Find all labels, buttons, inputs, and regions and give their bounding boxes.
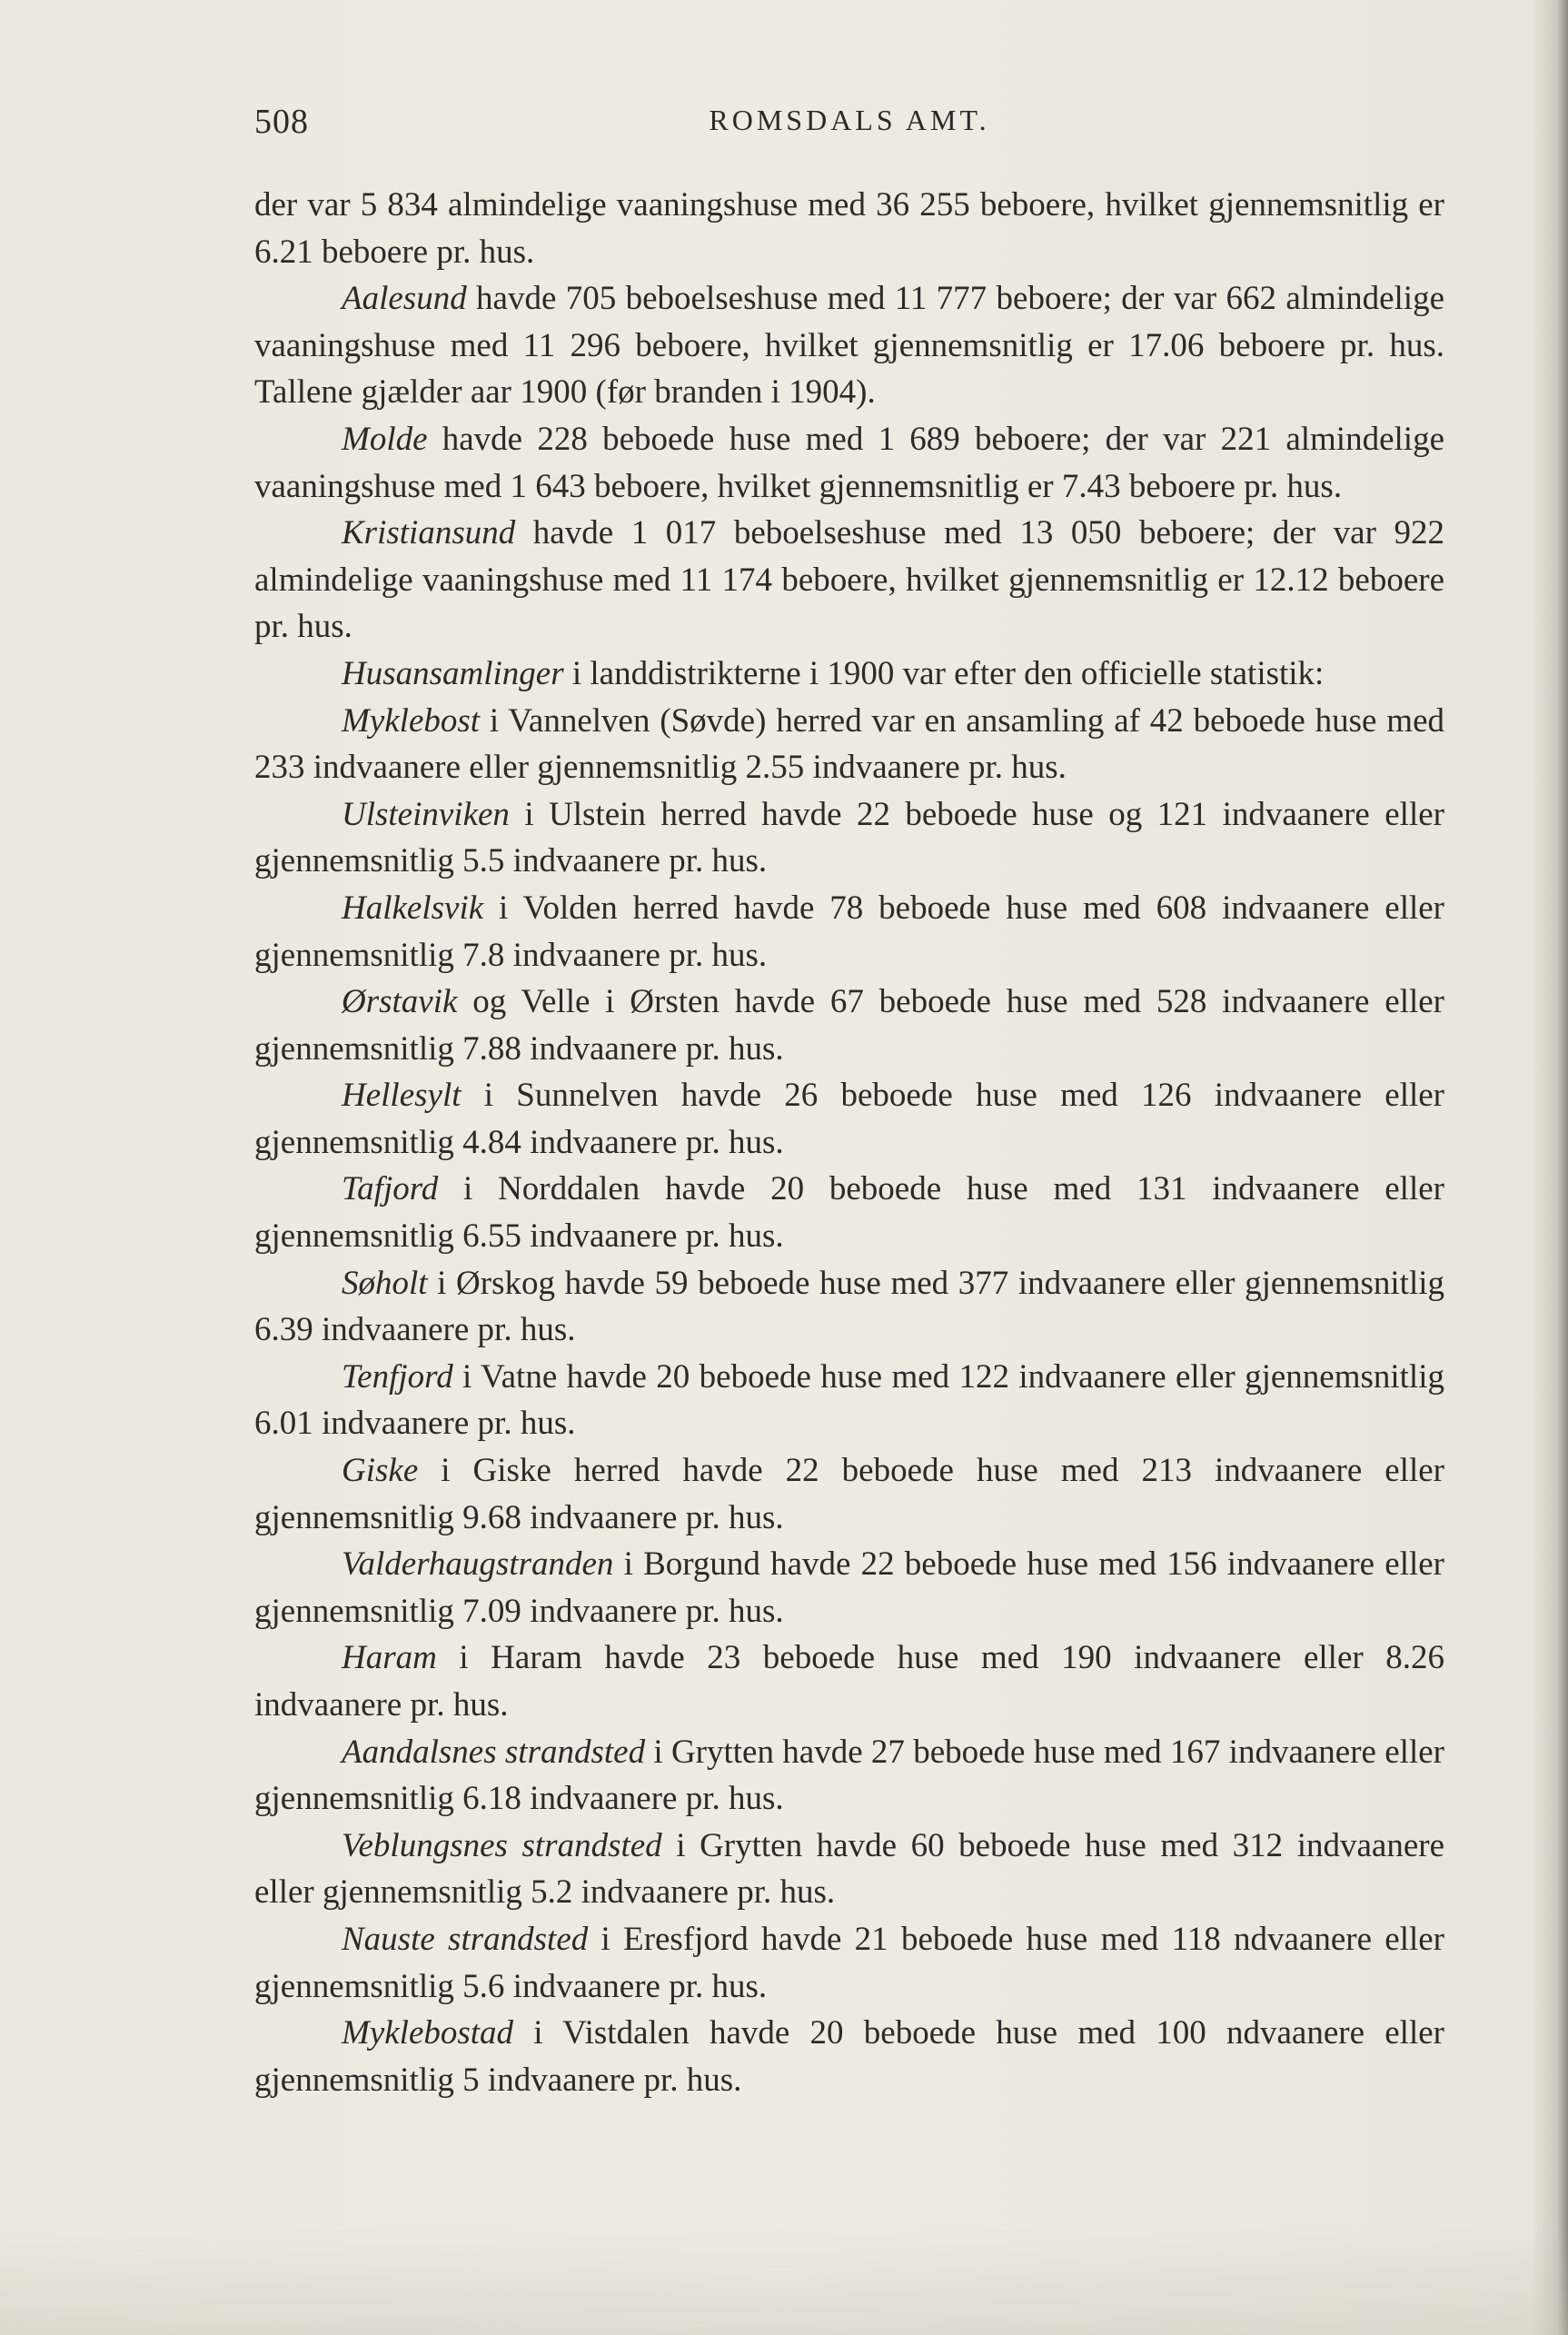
paragraph-text: i Volden herred havde 78 beboede huse med 608 indvaanere eller gjennemsnitlig 7.8 indvaanere pr. hus. — [254, 889, 1444, 974]
paragraph-aalesund — [254, 275, 1444, 416]
paragraph-soholt — [254, 1260, 1444, 1354]
paragraph-ulsteinviken — [254, 791, 1444, 885]
paragraph-myklebostad — [254, 2010, 1444, 2103]
paragraph-text: i Grytten havde 27 beboede huse med 167 indvaanere eller gjennemsnitlig 6.18 indvaanere pr. hus. — [254, 1733, 1444, 1818]
place-name: Kristiansund — [342, 514, 516, 552]
page-edge-shadow — [1532, 0, 1568, 2335]
paragraph-haram — [254, 1634, 1444, 1728]
place-name: Tafjord — [342, 1170, 439, 1208]
paragraph-hellesylt — [254, 1072, 1444, 1166]
paragraph-molde — [254, 416, 1444, 510]
paragraph-text: og Velle i Ørsten havde 67 beboede huse med 528 indvaanere eller gjennemsnitlig 7.88 indvaanere pr. hus. — [254, 983, 1444, 1068]
page-bottom-shade — [0, 2226, 1568, 2335]
place-name: Husansamlinger — [342, 654, 564, 692]
paragraph-husansamlinger — [254, 651, 1444, 698]
place-name: Nauste strandsted — [342, 1920, 589, 1958]
paragraph-text: havde 228 beboede huse med 1 689 beboere; der var 221 almindelige vaaningshuse med 1 643 beboere, hvilket gjennemsnitlig er 7.43 beboere pr. hus. — [254, 420, 1444, 505]
paragraph-tafjord — [254, 1166, 1444, 1259]
paragraph-orstavik — [254, 979, 1444, 1072]
paragraph-text: i Haram havde 23 beboede huse med 190 indvaanere eller 8.26 indvaanere pr. hus. — [254, 1639, 1444, 1724]
body-text — [254, 182, 1444, 2103]
place-name: Tenfjord — [342, 1357, 453, 1396]
paragraph-text: i Ulstein herred havde 22 beboede huse og 121 indvaanere eller gjennemsnitlig 5.5 indvaanere pr. hus. — [254, 795, 1444, 880]
place-name: Hellesylt — [342, 1077, 461, 1115]
paragraph-veblungsnes — [254, 1823, 1444, 1916]
paragraph-nauste — [254, 1916, 1444, 2010]
paragraph-text: i Norddalen havde 20 beboede huse med 131 indvaanere eller gjennemsnitlig 6.55 indvaanere pr. hus. — [254, 1170, 1444, 1256]
paragraph-valderhaugstranden — [254, 1541, 1444, 1634]
paragraph-giske — [254, 1447, 1444, 1541]
paragraph-text: i landdistrikterne i 1900 var efter den officielle statistik: — [563, 654, 1325, 692]
paragraph-text: i Sunnelven havde 26 beboede huse med 126 indvaanere eller gjennemsnitlig 4.84 indvaanere pr. hus. — [254, 1077, 1444, 1161]
place-name: Halkelsvik — [342, 889, 484, 927]
paragraph-text: havde 705 beboelseshuse med 11 777 beboere; der var 662 almindelige vaaningshuse med 11 296 beboere, hvilket gjennemsnitlig er 17.06 beboere pr. hus. Tallene gjælder aar 1900 (før branden i 1904). — [254, 280, 1444, 412]
place-name: Ørstavik — [342, 983, 458, 1021]
running-title: ROMSDALS AMT. — [709, 104, 990, 136]
paragraph-text: i Grytten havde 60 beboede huse med 312 indvaanere eller gjennemsnitlig 5.2 indvaanere pr. hus. — [254, 1826, 1444, 1912]
paragraph-kristiansund — [254, 510, 1444, 651]
place-name: Aandalsnes strandsted — [342, 1733, 646, 1771]
paragraph-text: i Vistdalen havde 20 beboede huse med 100 ndvaanere eller gjennemsnitlig 5 indvaanere pr. hus. — [254, 2014, 1444, 2099]
paragraph-tenfjord — [254, 1354, 1444, 1447]
paragraph-text: i Giske herred havde 22 beboede huse med 213 indvaanere eller gjennemsnitlig 9.68 indvaanere pr. hus. — [254, 1452, 1444, 1536]
place-name: Myklebost — [342, 701, 481, 740]
place-name: Giske — [342, 1452, 419, 1490]
place-name: Søholt — [342, 1264, 428, 1302]
paragraph-myklebost — [254, 698, 1444, 791]
paragraph-aandalsnes — [254, 1729, 1444, 1823]
paragraph-text: i Vannelven (Søvde) herred var en ansamling af 42 beboede huse med 233 indvaanere eller gjennemsnitlig 2.55 indvaanere pr. hus. — [254, 701, 1444, 787]
place-name: Myklebostad — [342, 2014, 514, 2052]
place-name: Ulsteinviken — [342, 795, 510, 833]
place-name: Veblungsnes strandsted — [342, 1826, 662, 1864]
paragraph-text: havde 1 017 beboelseshuse med 13 050 beboere; der var 922 almindelige vaaningshuse med 11 174 beboere, hvilket gjennemsnitlig er 12.12 beboere pr. hus. — [254, 514, 1444, 646]
place-name: Aalesund — [342, 280, 467, 318]
page-number: 508 — [254, 103, 309, 141]
paragraph-text: i Ørskog havde 59 beboede huse med 377 indvaanere eller gjennemsnitlig 6.39 indvaanere pr. hus. — [254, 1264, 1444, 1349]
page-header — [254, 102, 1444, 156]
place-name: Haram — [342, 1639, 437, 1677]
place-name: Molde — [342, 420, 428, 458]
paragraph-text: i Eresfjord havde 21 beboede huse med 118 ndvaanere eller gjennemsnitlig 5.6 indvaanere pr. hus. — [254, 1920, 1444, 2005]
paragraph-text: i Borgund havde 22 beboede huse med 156 indvaanere eller gjennemsnitlig 7.09 indvaanere pr. hus. — [254, 1545, 1444, 1630]
paragraph-text: i Vatne havde 20 beboede huse med 122 indvaanere eller gjennemsnitlig 6.01 indvaanere pr. hus. — [254, 1357, 1444, 1443]
paragraph-0: der var 5 834 almindelige vaaningshuse med 36 255 beboere, hvilket gjennemsnitlig er 6.21 beboere pr. hus. — [254, 186, 1444, 271]
place-name: Valderhaugstranden — [342, 1545, 614, 1584]
paragraph-halkelsvik — [254, 885, 1444, 979]
